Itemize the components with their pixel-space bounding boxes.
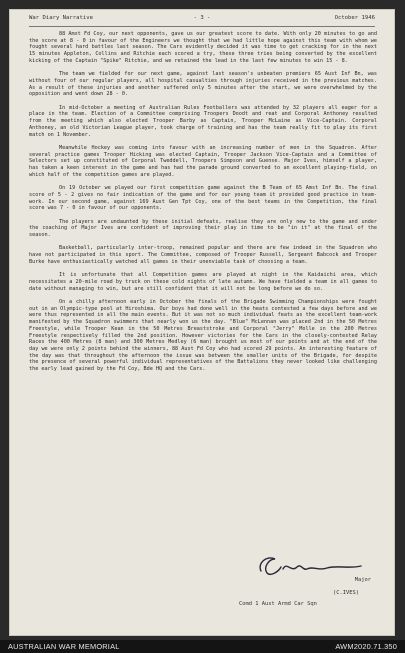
- paragraph-rugby-premiers: The team we fielded for our next game, against last season's unbeaten premiers 65 Aust Inf Bn, was without four of our regular players, all hospital casualties through injuries received in the previous matches. As a result of these injuries and another suffered only 5 minutes after the start, we were overwhelmed by the opposition and went down 28 - 0.: [29, 71, 377, 98]
- diary-page: [9, 9, 395, 636]
- paragraph-hockey-intro: Meanwhile Hockey was coming into favour with an increasing number of men in the Squadron. After several practice games Trooper Hicking was elected Captain, Trooper Jackson Vice-Captain and a Committee of Selectors set up constituted of Corporal Tweddell, Troopers Simpson and Guense. Major Ives, himself a player, has taken a keen interest in the game and has had the parade ground converted to an excellent playing-field, on which half of the competition games are played.: [29, 144, 377, 178]
- paragraph-basketball-competition: It is unfortunate that all Competition games are played at night in the Kaidaichi area, which necessitates a 20-mile road by truck on these cold nights of late autumn. We have fielded a team in all games to date without managing to win, but are still confident that it will not be long before we do so.: [29, 272, 377, 292]
- header-page-number: - 3 -: [193, 15, 211, 21]
- narrative-body: [29, 31, 377, 379]
- signature-rank: Major: [354, 577, 371, 583]
- header-title: War Diary Narrative: [29, 15, 93, 21]
- paragraph-swimming: On a chilly afternoon early in October the finals of the Brigade Swimming Championships were fought out in an Olympic-type pool at Hiroshima. Our boys had done well in the heats contested a few days before and we were thus represented in all the main events. But it was not so much individual feats as the excellent team-work manifested by the Squadron swimmers that nearly won us the day. "Blue" McLennan was placed 2nd in the 50 Metres Freestyle, while Trooper Kean in the 50 Metres Breaststroke and Corporal "Jerry" Molle in the 200 Metres Freestyle respectively filled the 2nd position. However victories for the Cars in the closely-contested Relay Races the 400 Metres (8 man) and 300 Metres Medley (6 man) brought us most of our points and at the end of the day we were only 2 points behind the winners, 88 Aust Fd Coy who had scored 29 points. An interesting feature of the day was that throughout the afternoon the issue was between the smaller units of the Brigade, for despite the presence of several powerful individual representatives of the Battalions they never looked like challenging the early lead gained by the Fd Coy, Bde HQ and the Cars.: [29, 299, 377, 373]
- paragraph-hockey-outlook: The players are undaunted by these initial defeats, realise they are only new to the game and under the coaching of Major Ives are confident of improving their play in time to be "in it" at the final of the season.: [29, 218, 377, 239]
- archive-name: AUSTRALIAN WAR MEMORIAL: [8, 642, 120, 651]
- paragraph-australian-rules: In mid-October a meeting of Australian Rules Footballers was attended by 32 players all eager for a place in the team. Election of a Committee comprising Troopers Doodt and reat and Corporal Anthoney resulted from the meeting which also elected Trooper Barby as Captain, Trooper McLaine as Vice-Captain. Corporal Anthoney, an old Victorian League player, took charge of training and has the team really fit to play its first match on 1 November.: [29, 104, 377, 138]
- header-date: October 1946: [334, 15, 375, 21]
- paragraph-hockey-games: On 19 October we played our first competition game against the B Team of 65 Amst Inf Bn. The final score of 5 - 2 gives no fair indication of the game and for our young team it provided good practice in team-work. In our second game, against 169 Aust Gen Tpt Coy, one of the best teams in the Competition, the final score was 7 - 0 in favour of our opponents.: [29, 185, 377, 212]
- paragraph-rugby-engineers: 88 Amst Fd Coy, our next opponents, gave us our greatest score to date. With only 20 minutes to go and the score at 8 - 0 in favour of the Engineers we thought that we had little hope against this team with whom we fought several hard battles last season. The Cars evidently decided it was time to get cracking for in the next 15 minutes Appleton, Collins and Ritchie each scored a try, these three tries being converted by the excellent kicking of the Captain "Spike" Ritchie, and we retained the lead in the last few minutes to win 15 - 8.: [29, 31, 377, 64]
- archive-reference: AWM2020.71.350: [335, 642, 397, 651]
- paragraph-basketball: Basketball, particularly inter-troop, remained popular and there are few indeed in the Squadron who have not participated in this sport. The Committee, composed of Trooper Russell, Sergeant Babcock and Trooper Burke have enthusiastically watched all games in their unenviable task of choosing a team.: [29, 245, 377, 265]
- signature-unit: Comd 1 Aust Armd Car Sqn: [239, 601, 317, 607]
- archive-footer: [0, 640, 405, 653]
- page-header: [29, 15, 375, 27]
- signature-name: (C.IVES): [333, 590, 359, 596]
